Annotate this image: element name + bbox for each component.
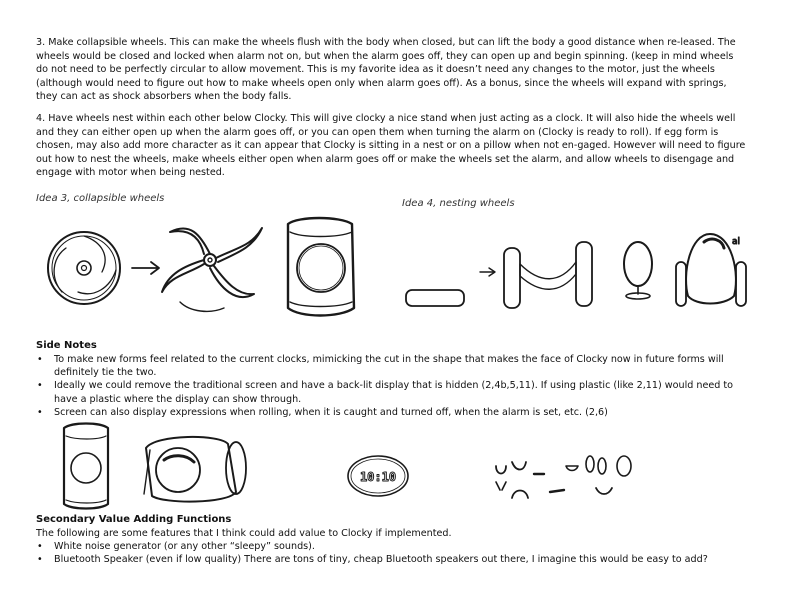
list-item [36,540,752,553]
bullet-icon: • [37,541,43,552]
secondary-list [36,540,752,566]
egg-mark: al [732,237,741,247]
list-item-text: Screen can also display expressions when rolling, when it is caught and turned off, when the alarm is set, etc. (2,6) [54,406,608,418]
oval-display-sketch [348,456,408,496]
list-item [36,406,752,419]
list-item-text: To make new forms feel related to the current clocks, mimicking the cut in the shape that makes the face of Clocky now in future forms will definitely tie the two. [54,354,724,379]
rolling-clock-sketch [144,437,246,502]
bullet-icon: • [37,554,43,566]
side-notes-sketches [60,420,650,512]
closed-wheel-sketch [48,232,120,304]
idea4-paragraph: 4. Have wheels nest within each other below Clocky. This will give clocky a nice stand when just acting as a clock. It will also hide the wheels well and they can either open up when the alarm goes off, or you can open them when turning the alarm on (Clocky is ready to roll). If egg form is chosen, may also add more character as it can appear that Clocky is sitting in a nest or on a pillow when not en-gaged. However will need to figure out how to nest the wheels, make wheels either open when alarm goes off or make the wheels set the alarm, and allow wheels to disengage and engage with motor when being nested. [36,113,746,179]
secondary-heading: Secondary Value Adding Functions [36,514,232,525]
clock-display-text: 10:10 [359,470,397,484]
expressions-sketch [496,456,631,498]
expanded-wheel-sketch [162,228,262,311]
idea3-paragraph: 3. Make collapsible wheels. This can make the wheels flush with the body when closed, but can lift the body a good distance when re-leased. The wheels would be closed and locked when alarm not on, but when the alarm goes off, they can open up and begin spinning. (keep in mind wheels do not need to be perfectly circular to allow movement. This is my favorite idea as it doesn’t need any changes to the motor, just the wheels (although would need to figure out how to make wheels open only when alarm goes off). As a bonus, since the wheels will expand with springs, they can act as shock absorbers when the body falls. [36,37,736,103]
secondary-intro: The following are some features that I think could add value to Clocky if implemented. [36,528,452,539]
collapsible-wheels-sketch [40,212,400,322]
egg-on-stand-sketch [624,242,652,299]
side-notes-heading: Side Notes [36,340,97,351]
bullet-icon: • [37,380,43,392]
list-item-text: White noise generator (or any other “sleepy” sounds). [54,541,315,552]
closed-nest-sketch [406,290,464,306]
list-item [36,353,752,379]
side-notes-list [36,353,752,419]
arrow-icon [480,268,495,276]
list-item [36,553,752,566]
arrow-icon [132,262,159,274]
idea4-caption: Idea 4, nesting wheels [402,198,515,209]
bullet-icon: • [37,406,43,418]
idea3-caption: Idea 3, collapsible wheels [36,193,165,204]
nesting-wheels-sketch [400,212,760,322]
open-nest-sketch [504,242,592,308]
cylinder-clock-small-sketch [64,424,108,509]
bullet-icon: • [37,354,43,365]
list-item-text: Bluetooth Speaker (even if low quality) There are tons of tiny, cheap Bluetooth speakers out there, I imagine this would be easy to add? [54,554,708,566]
egg-with-wheels-sketch [676,234,746,306]
list-item-text: Ideally we could remove the traditional screen and have a back-lit display that is hidden (2,4b,5,11). If using plastic (like 2,11) would need to have a plastic where the display can show through. [54,380,734,405]
cylinder-clock-sketch [288,218,354,316]
list-item [36,379,752,405]
